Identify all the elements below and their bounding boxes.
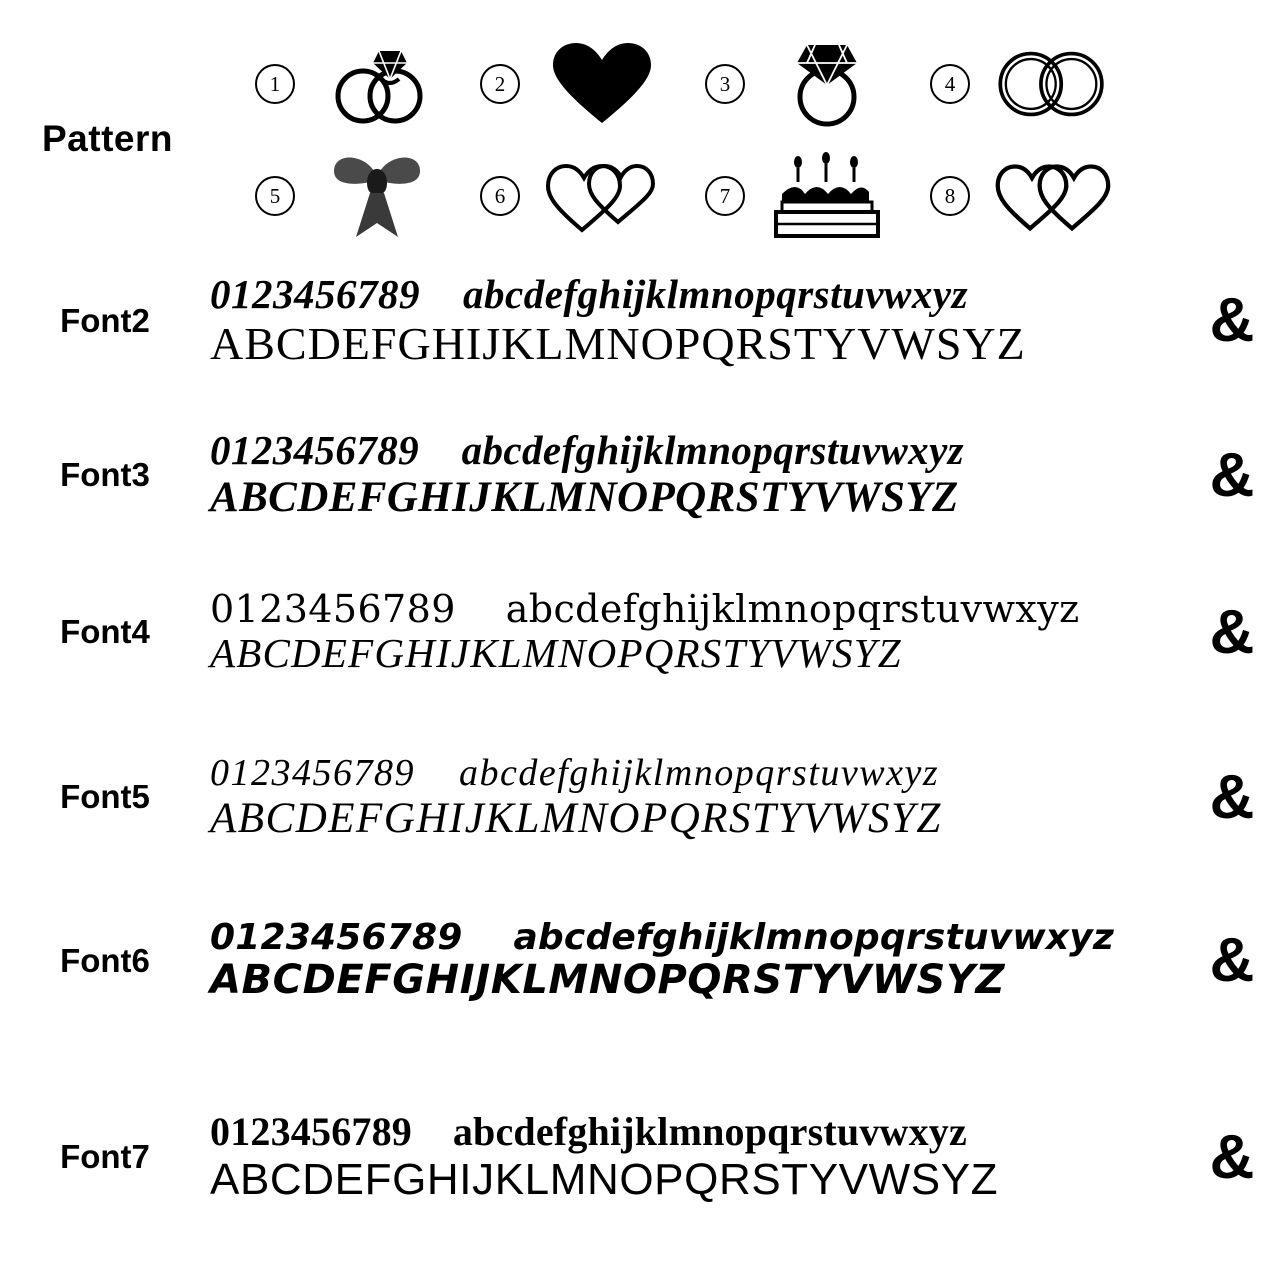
font-uppercase: ABCDEFGHIJKLMNOPQRSTYVWSYZ — [210, 957, 1006, 1004]
pattern-option-8[interactable] — [930, 150, 1155, 242]
font-ampersand-font6: & — [1209, 926, 1255, 996]
pattern-option-5[interactable] — [255, 150, 480, 242]
font-lowercase: abcdefghijklmnopqrstuvwxyz — [461, 427, 965, 473]
font-ampersand-font7: & — [1209, 1122, 1255, 1192]
pattern-option-3[interactable] — [705, 38, 930, 130]
font-sample-line-numbers-lowercase — [210, 428, 1184, 474]
font-uppercase: ABCDEFGHIJKLMNOPQRSTYVWSYZ — [210, 317, 1026, 369]
pattern-row — [255, 28, 1155, 140]
pattern-number-5: 5 — [255, 176, 295, 216]
font-numbers: 0123456789 — [210, 271, 420, 317]
font-sample-font4 — [210, 588, 1184, 676]
font-numbers: 0123456789 — [210, 752, 415, 794]
font-sample-font2 — [210, 272, 1184, 369]
font-row-font2 — [0, 272, 1280, 369]
font-row-font3 — [0, 428, 1280, 522]
pattern-number-7: 7 — [705, 176, 745, 216]
pattern-row — [255, 140, 1155, 252]
font-sample-font7 — [210, 1110, 1184, 1204]
pattern-option-7[interactable] — [705, 150, 930, 242]
font-numbers: 0123456789 — [210, 587, 456, 631]
pattern-grid — [255, 28, 1155, 252]
pattern-section — [0, 18, 1280, 243]
font-lowercase: abcdefghijklmnopqrstuvwxyz — [463, 271, 969, 317]
diamond-ring-icon — [767, 38, 887, 130]
font-numbers: 0123456789 — [210, 917, 463, 958]
interlocking-rings-icon — [992, 38, 1112, 130]
font-lowercase: abcdefghijklmnopqrstuvwxyz — [459, 752, 940, 794]
font-sample-line-numbers-lowercase — [210, 272, 1184, 318]
font-label-font6: Font6 — [60, 941, 150, 979]
pattern-number-8: 8 — [930, 176, 970, 216]
outline-double-heart-icon — [542, 150, 662, 242]
font-uppercase: ABCDEFGHIJKLMNOPQRSTYVWSYZ — [210, 794, 942, 842]
font-ampersand-font3: & — [1209, 440, 1255, 510]
pattern-number-3: 3 — [705, 64, 745, 104]
font-lowercase: abcdefghijklmnopqrstuvwxyz — [505, 587, 1080, 631]
solid-heart-icon — [542, 38, 662, 130]
font-row-font4 — [0, 588, 1280, 676]
font-uppercase: ABCDEFGHIJKLMNOPQRSTYVWSYZ — [210, 473, 959, 521]
two-hearts-icon — [992, 150, 1112, 242]
font-ampersand-font5: & — [1209, 762, 1255, 832]
font-label-font2: Font2 — [60, 301, 150, 339]
font-sample-line-numbers-lowercase — [210, 918, 1184, 958]
pattern-number-4: 4 — [930, 64, 970, 104]
font-sample-font3 — [210, 428, 1184, 522]
pattern-number-6: 6 — [480, 176, 520, 216]
font-row-font6 — [0, 918, 1280, 1003]
pattern-number-2: 2 — [480, 64, 520, 104]
font-row-font7 — [0, 1110, 1280, 1204]
font-sample-line-numbers-lowercase — [210, 1110, 1184, 1155]
font-sample-line-numbers-lowercase — [210, 588, 1184, 631]
pattern-section-label: Pattern — [42, 118, 173, 159]
diamond-rings-icon — [317, 38, 437, 130]
birthday-cake-icon — [767, 150, 887, 242]
pattern-option-6[interactable] — [480, 150, 705, 242]
pattern-number-1: 1 — [255, 64, 295, 104]
font-uppercase: ABCDEFGHIJKLMNOPQRSTYVWSYZ — [210, 629, 902, 676]
font-label-font5: Font5 — [60, 778, 150, 816]
font-label-font3: Font3 — [60, 456, 150, 494]
font-sample-font6 — [210, 918, 1184, 1003]
bow-ribbon-icon — [317, 150, 437, 242]
font-ampersand-font4: & — [1209, 597, 1255, 667]
font-numbers: 0123456789 — [210, 1109, 412, 1154]
font-lowercase: abcdefghijklmnopqrstuvwxyz — [452, 1109, 967, 1154]
font-numbers: 0123456789 — [210, 427, 419, 473]
font-label-font4: Font4 — [60, 613, 150, 651]
font-sample-font5 — [210, 752, 1184, 843]
font-sample-line-numbers-lowercase — [210, 752, 1184, 795]
font-row-font5 — [0, 752, 1280, 843]
pattern-option-1[interactable] — [255, 38, 480, 130]
pattern-option-2[interactable] — [480, 38, 705, 130]
font-uppercase: ABCDEFGHIJKLMNOPQRSTYVWSYZ — [210, 1154, 999, 1204]
font-lowercase: abcdefghijklmnopqrstuvwxyz — [513, 917, 1115, 958]
pattern-option-4[interactable] — [930, 38, 1155, 130]
font-label-font7: Font7 — [60, 1138, 150, 1176]
font-ampersand-font2: & — [1209, 286, 1255, 356]
